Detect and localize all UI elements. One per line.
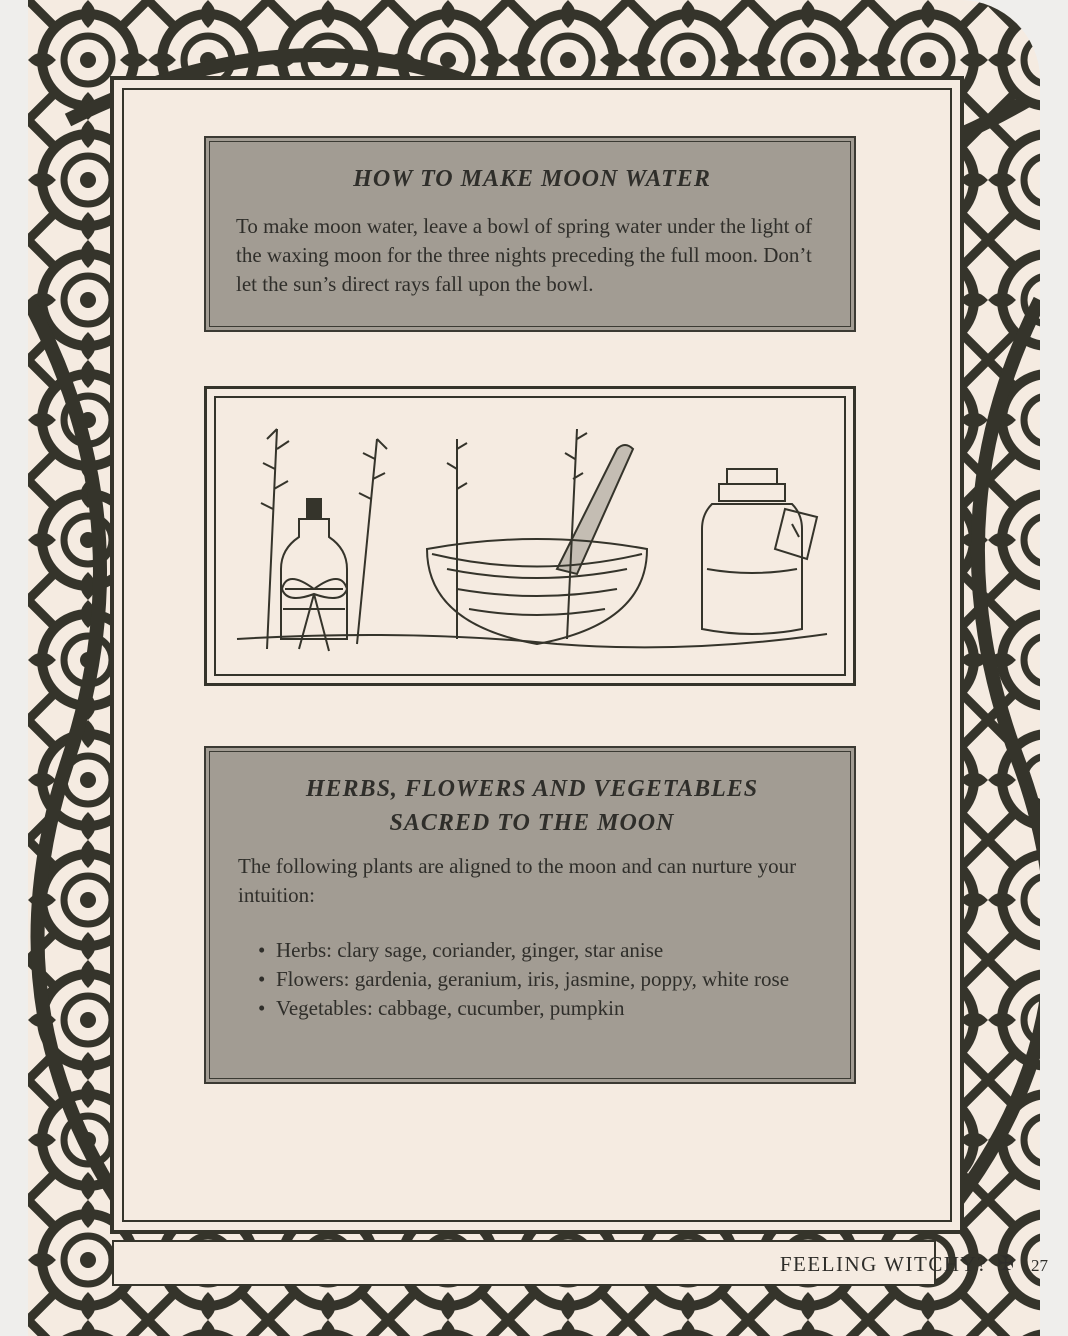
sacred-plants-title — [238, 772, 826, 840]
sacred-plants-list — [238, 936, 826, 1023]
sacred-plants-intro: The following plants are aligned to the moon and can nurture your intuition: — [238, 854, 797, 907]
page-number: 27 — [1031, 1256, 1048, 1275]
sacred-plants-box — [204, 746, 856, 1084]
herbal-still-life-illustration — [207, 389, 853, 683]
list-item: • Herbs: clary sage, coriander, ginger, star anise — [258, 936, 826, 965]
moon-water-title: HOW TO MAKE MOON WATER — [353, 166, 711, 192]
sacred-plants-title-line-1: HERBS, FLOWERS AND VEGETABLES — [305, 776, 759, 802]
sacred-plants-title-line-2: SACRED TO THE MOON — [389, 810, 675, 836]
moon-water-box — [204, 136, 856, 332]
cross-pattee-icon: ✠ — [997, 1253, 1014, 1275]
running-title: FEELING WITCHY? — [779, 1252, 988, 1276]
list-item: • Flowers: gardenia, geranium, iris, jasmine, poppy, white rose — [258, 965, 826, 994]
list-item: • Vegetables: cabbage, cucumber, pumpkin — [258, 994, 826, 1023]
herbs-illustration-frame — [204, 386, 856, 686]
moon-water-text: To make moon water, leave a bowl of spring water under the light of the waxing moon for the three nights preceding the full moon. Don’t let the sun’s direct rays fall upon the bowl. — [236, 214, 813, 296]
